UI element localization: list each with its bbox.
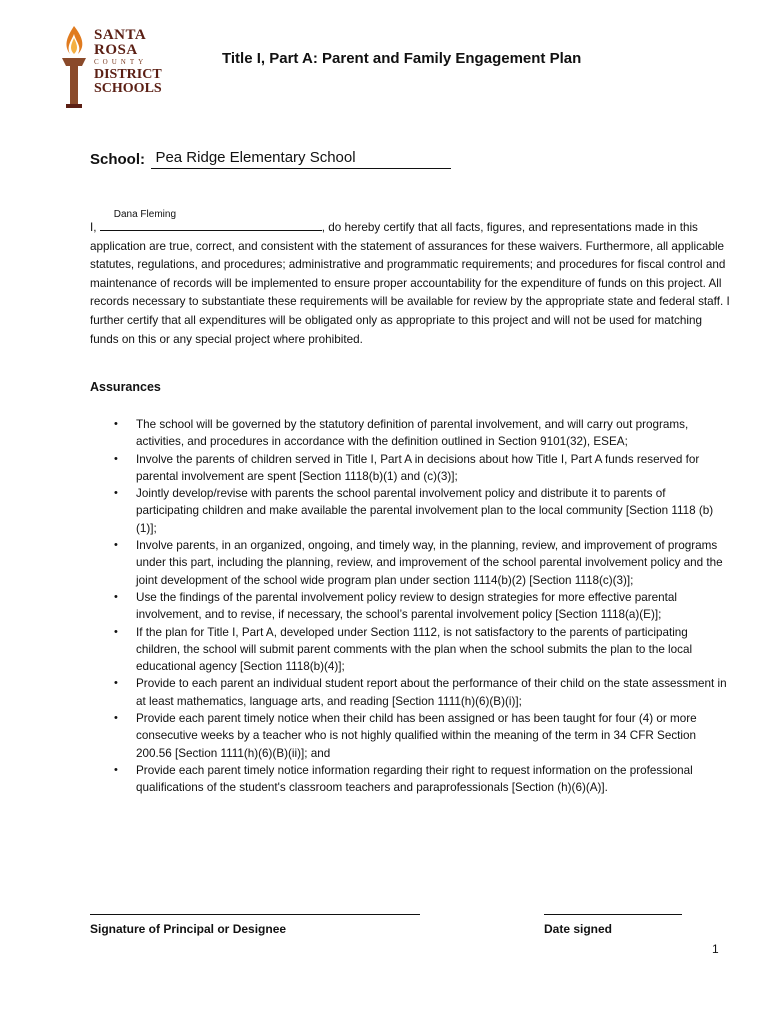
school-label: School: (90, 151, 145, 168)
list-item: • Involve the parents of children served in Title I, Part A in decisions about how Title I, Part A funds reserved for parental involvement are spent [Section 1118(b)(1) and (c)(3)]; (114, 452, 700, 483)
page-title: Title I, Part A: Parent and Family Engagement Plan (222, 50, 582, 67)
list-item: • Provide each parent timely notice information regarding their right to request information on the professional qualifications of the student's classroom teachers and paraprofessionals [Section (h)(6)(A)]. (114, 763, 693, 795)
bullet-icon: • (114, 539, 118, 552)
bullet-icon: • (114, 712, 118, 725)
assurances-heading: Assurances (90, 380, 161, 394)
bullet-icon: • (114, 763, 118, 776)
certifier-name: Dana Fleming (113, 209, 177, 220)
list-item: • If the plan for Title I, Part A, developed under Section 1112, is not satisfactory to the parents of participating children, the school will submit parent comments with the plan when the school submits the plan to the local educational agency [Section 1118(b)(4)]; (114, 625, 693, 674)
date-signed-label: Date signed (544, 922, 613, 936)
principal-signature-label: Signature of Principal or Designee (90, 922, 287, 936)
list-item: • Provide to each parent an individual student report about the performance of their child on the state assessment in at least mathematics, language arts, and reading [Section 1111(h)(6)(B)(i)]; (114, 677, 727, 708)
bullet-icon: • (114, 418, 118, 430)
district-logo (56, 24, 162, 110)
certification-text: , do hereby certify that all facts, figures, and representations made in this application are true, correct, and consistent with the statement of assurances for these waivers. Furthermore, all applicable statutes, regulations, and procedures; administrative and programmatic requirements; and procedures for fiscal control and maintenance of records will be implemented to ensure proper accountability for the expenditure of funds on this project. All records necessary to substantiate these requirements will be available for review by the appropriate state and federal staff. I further certify that all expenditures will be obligated only as appropriate to this project and will not be used for matching funds on this or any special project where prohibited. (90, 221, 730, 346)
school-value: Pea Ridge Elementary School (155, 149, 356, 166)
torch-icon (56, 24, 92, 110)
principal-signature-line[interactable] (90, 914, 420, 915)
bullet-icon: • (114, 677, 118, 690)
list-item: • Jointly develop/revise with parents the school parental involvement policy and distribute it to parents of participating children and make available the parental involvement plan to the local community [Section 1118 (b)(1)]; (114, 487, 714, 535)
list-item: • Involve parents, in an organized, ongoing, and timely way, in the planning, review, and improvement of programs under this part, including the planning, review, and improvement of the school parental involvement policy and the joint development of the school wide program plan under section 1114(b)(2) [Section 1118(c)(3)]; (114, 539, 723, 587)
list-item: • Provide each parent timely notice when their child has been assigned or has been taught for four (4) or more consecutive weeks by a teacher who is not highly qualified within the meaning of the term in 34 CFR Section 200.56 [Section 1111(h)(6)(B)(ii)]; and (114, 712, 697, 760)
list-item: • Use the findings of the parental involvement policy review to design strategies for more effective parental involvement, and to revise, if necessary, the school’s parental involvement policy [Section 1118(a)(E)]; (114, 590, 677, 622)
certifier-name-line[interactable] (100, 209, 322, 231)
certification-prefix: I, (90, 221, 97, 234)
list-item: • The school will be governed by the statutory definition of parental involvement, and will carry out programs, activities, and procedures in accordance with the definition outlined in Section 9101(32), ESEA; (114, 418, 689, 449)
school-input-line[interactable] (151, 150, 451, 169)
school-field (90, 150, 451, 169)
assurances-list (90, 416, 730, 797)
logo-wordmark: SANTA ROSA COUNTY DISTRICT SCHOOLS (94, 27, 162, 96)
bullet-icon: • (114, 625, 118, 638)
certification-paragraph (90, 209, 730, 349)
bullet-icon: • (114, 487, 118, 500)
bullet-icon: • (114, 590, 118, 603)
date-signed-line[interactable] (544, 914, 682, 915)
bullet-icon: • (114, 452, 118, 465)
page-number: 1 (712, 942, 719, 956)
